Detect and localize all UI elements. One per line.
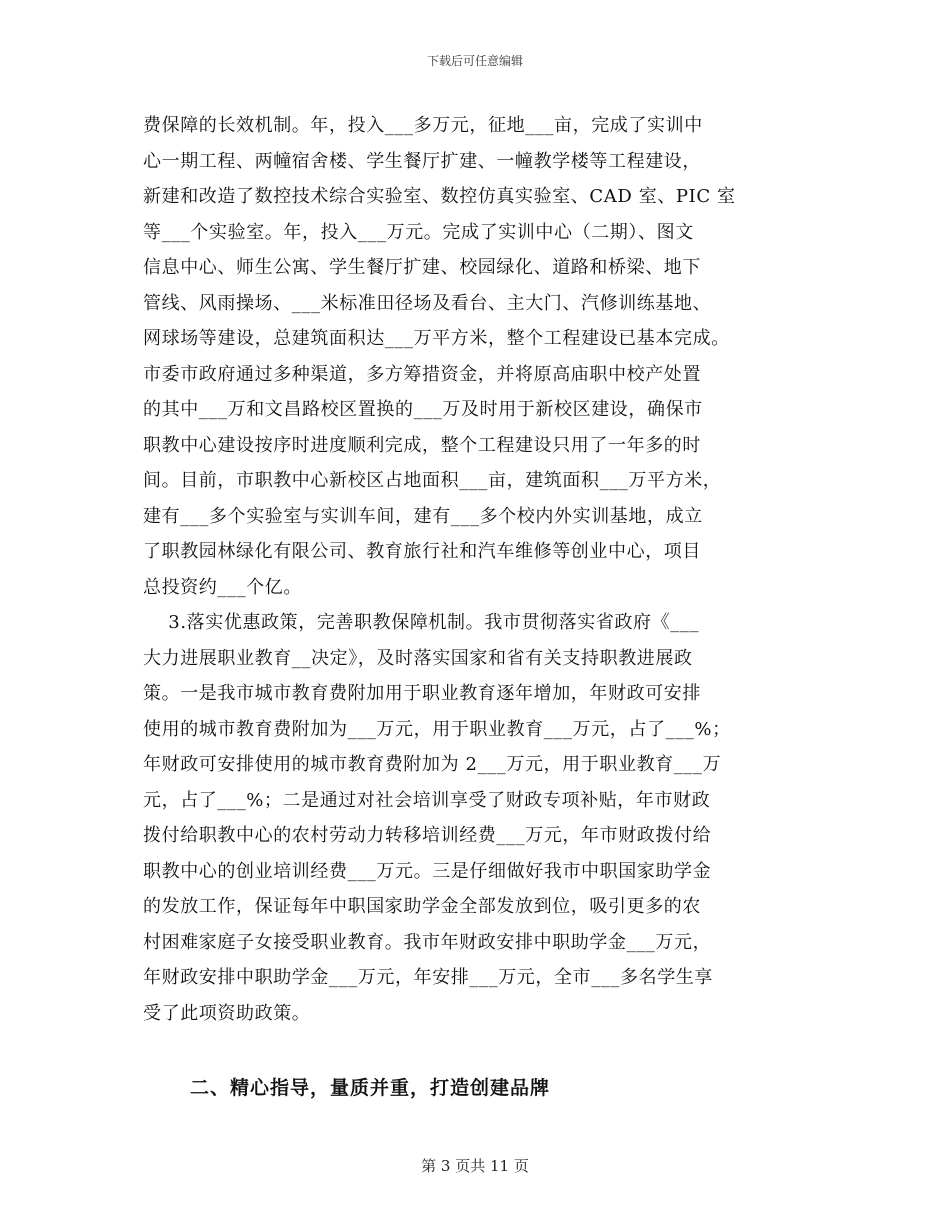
body-line: 心一期工程、两幢宿舍楼、学生餐厅扩建、一幢教学楼等工程建设， [143,150,701,172]
body-line: 市委市政府通过多种渠道，多方筹措资金，并将原高庙职中校产处置 [143,363,701,385]
body-line: 信息中心、师生公寓、学生餐厅扩建、校园绿化、道路和桥梁、地下 [143,257,701,278]
body-line: 了职教园林绿化有限公司、教育旅行社和汽车维修等创业中心，项目 [143,541,701,562]
section-heading: 二、精心指导，量质并重，打造创建品牌 [190,1077,551,1099]
body-line: 的发放工作，保证每年中职国家助学金全部发放到位，吸引更多的农 [143,896,701,917]
body-line: 职教中心的创业培训经费___万元。三是仔细做好我市中职国家助学金 [143,860,712,882]
body-line: 网球场等建设，总建筑面积达___万平方米，整个工程建设已基本完成。 [143,328,730,349]
body-line: 总投资约___个亿。 [143,576,302,598]
body-line: 的其中___万和文昌路校区置换的___万及时用于新校区建设，确保市 [143,399,703,420]
body-line: 3.落实优惠政策，完善职教保障机制。我市贯彻落实省政府《___ [143,612,700,633]
body-line: 受了此项资助政策。 [143,1002,311,1024]
body-line: 元，占了___%；二是通过对社会培训享受了财政专项补贴，年市财政 [143,789,711,811]
body-line: 管线、风雨操场、___米标准田径场及看台、主大门、汽修训练基地、 [143,292,712,314]
body-line: 等___个实验室。年，投入___万元。完成了实训中心（二期）、图文 [143,221,694,243]
body-line: 年财政安排中职助学金___万元，年安排___万元，全市___多名学生享 [143,967,713,988]
body-line: 职教中心建设按序时进度顺利完成，整个工程建设只用了一年多的时 [143,434,701,456]
body-line: 新建和改造了数控技术综合实验室、数控仿真实验室、CAD 室、PIC 室 [143,186,736,207]
body-line: 费保障的长效机制。年，投入___多万元，征地___亩，完成了实训中 [143,115,703,136]
body-line: 建有___多个实验室与实训车间，建有___多个校内外实训基地，成立 [143,505,703,527]
body-text [143,108,813,1031]
body-line: 使用的城市教育费附加为___万元，用于职业教育___万元，占了___%； [143,718,731,740]
body-line: 年财政可安排使用的城市教育费附加为 2___万元，用于职业教育___万 [143,754,722,775]
body-line: 大力进展职业教育__决定》，及时落实国家和省有关支持职教进展政 [143,647,693,669]
body-line: 间。目前，市职教中心新校区占地面积___亩，建筑面积___万平方米， [143,470,722,491]
page-number-footer: 第 3 页共 11 页 [421,1157,529,1175]
page-header-note: 下载后可任意编辑 [426,54,523,68]
body-line: 策。一是我市城市教育费附加用于职业教育逐年增加，年财政可安排 [143,683,701,704]
body-line: 拨付给职教中心的农村劳动力转移培训经费___万元，年市财政拨付给 [143,825,712,846]
body-line: 村困难家庭子女接受职业教育。我市年财政安排中职助学金___万元， [143,931,712,953]
